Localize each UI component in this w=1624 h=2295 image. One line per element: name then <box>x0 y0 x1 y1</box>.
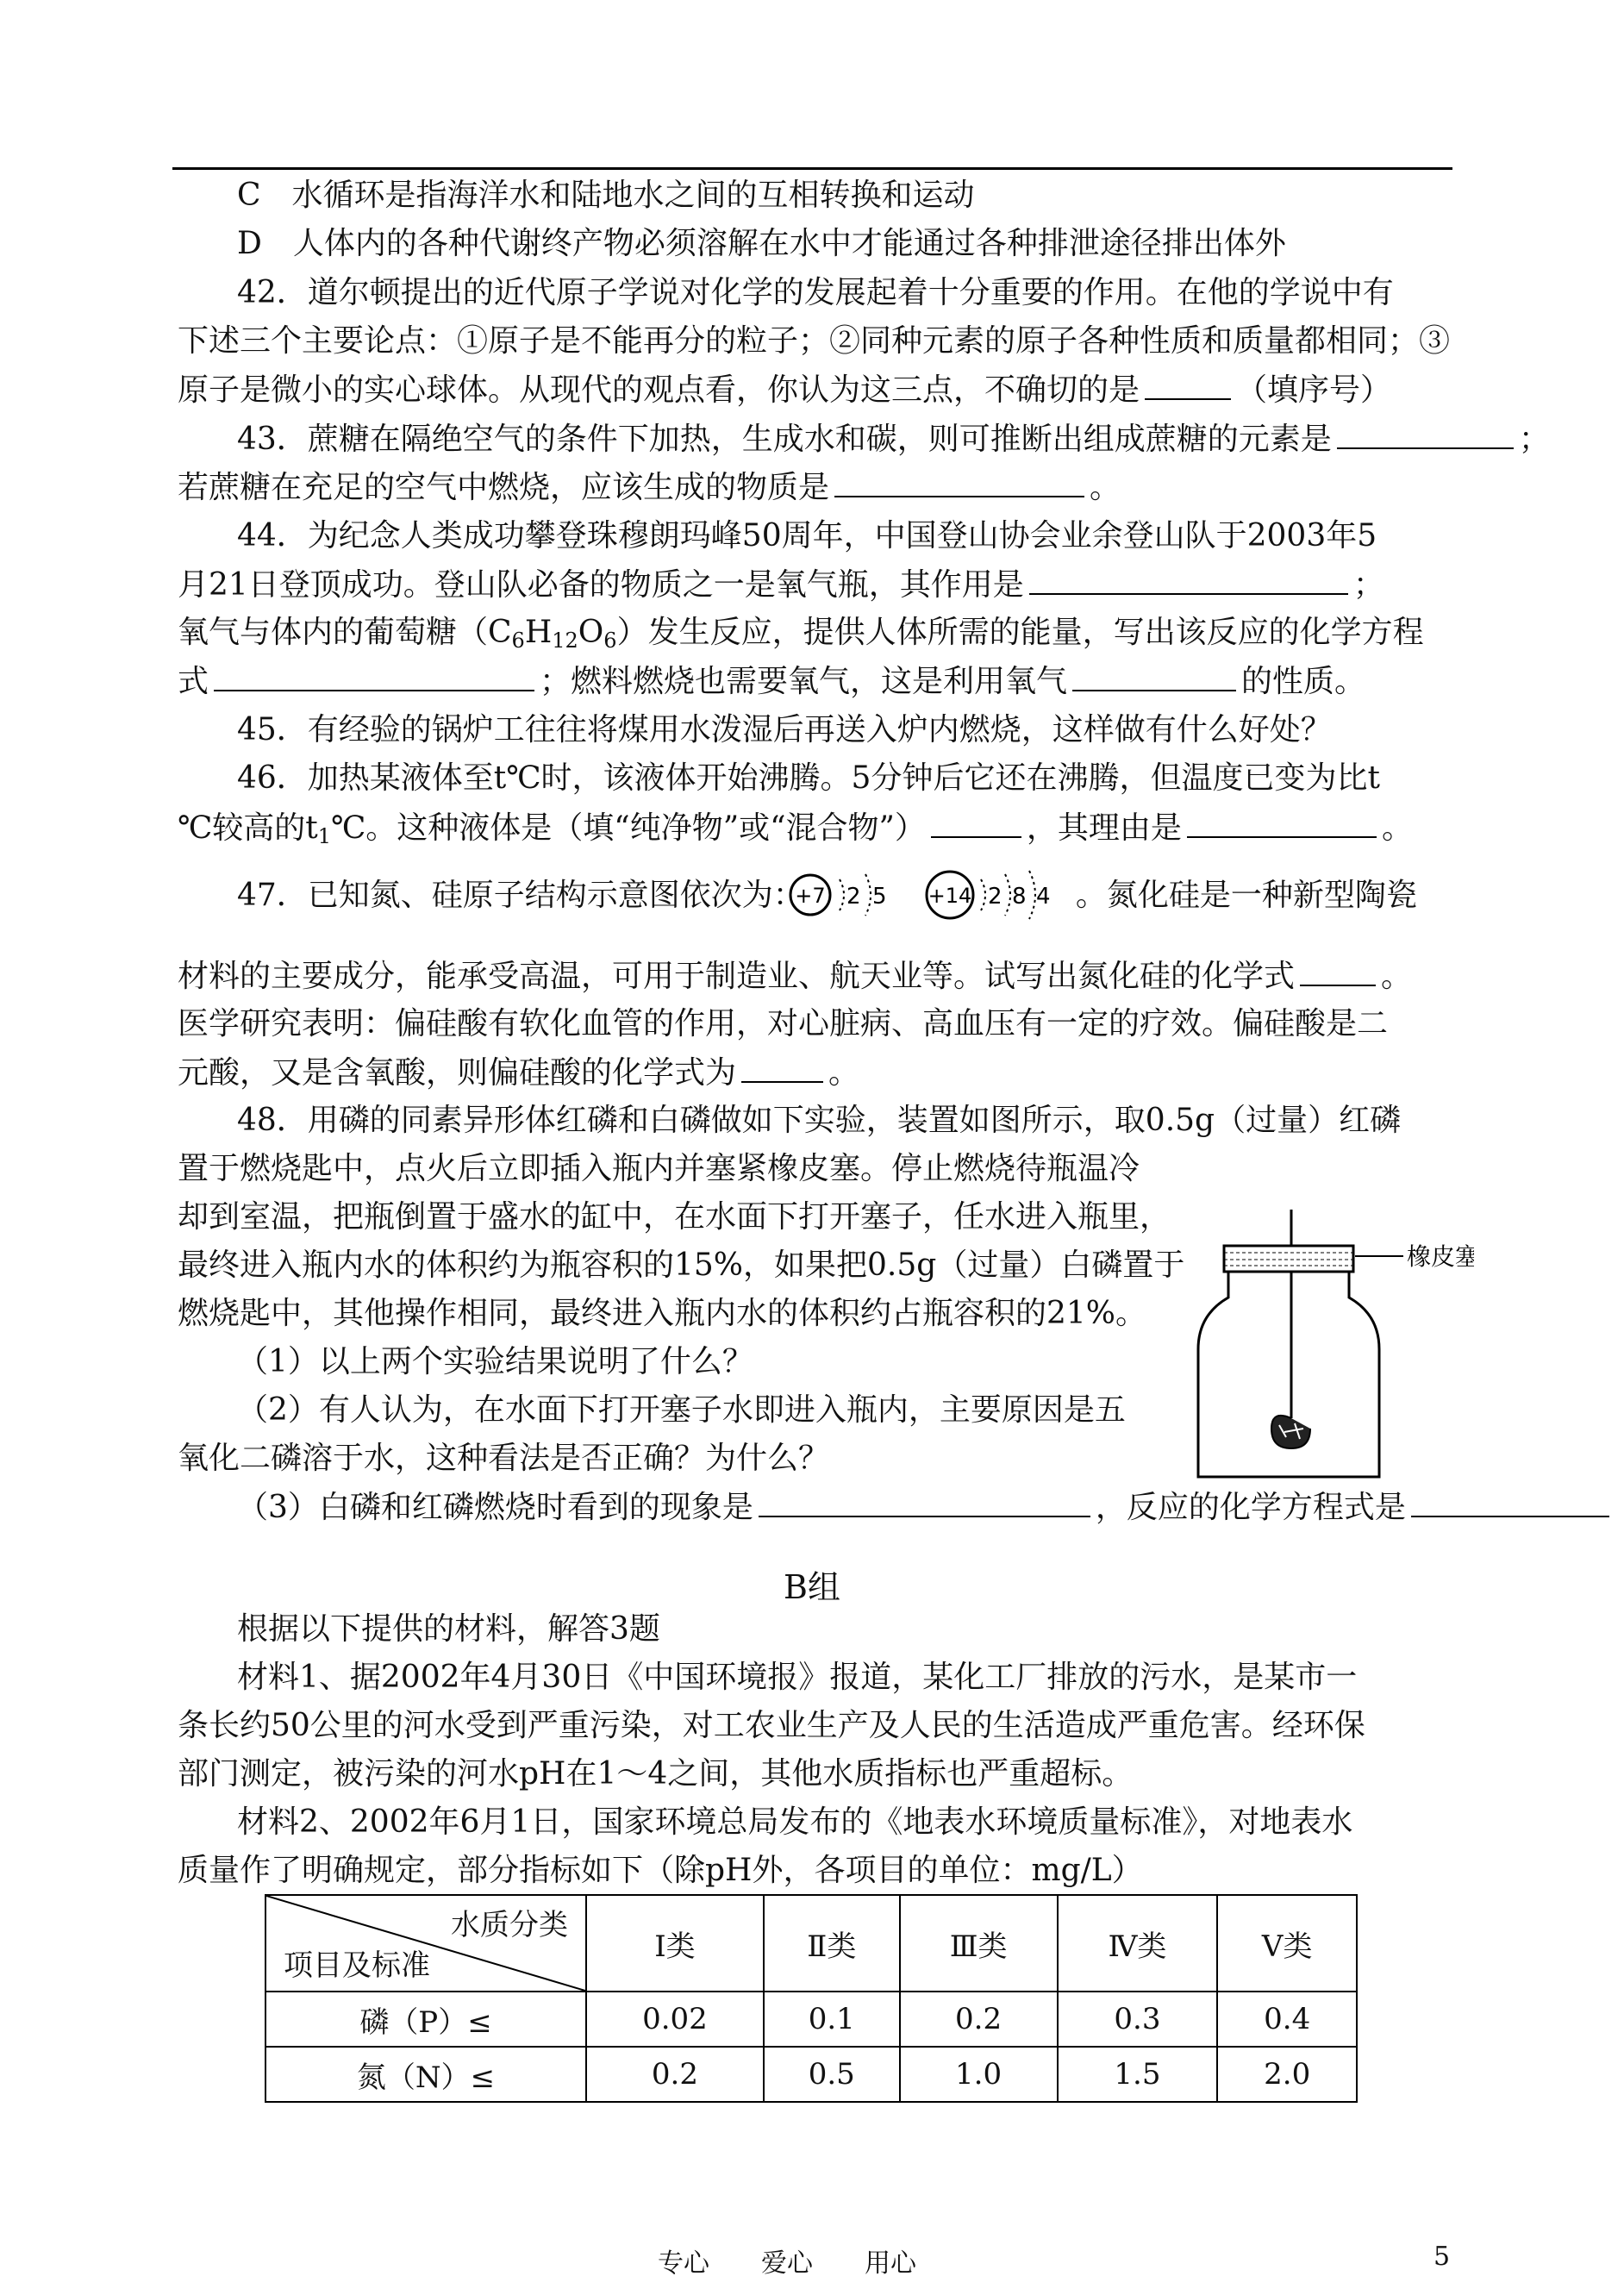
row-label: 磷（P）≤ <box>265 1992 586 2047</box>
table-cell: 0.1 <box>764 1992 900 2047</box>
class-header: Ⅱ类 <box>764 1895 900 1992</box>
material1-line3: 部门测定，被污染的河水pH在1～4之间，其他水质指标也严重超标。 <box>178 1756 1134 1792</box>
table-row <box>265 2047 1357 2102</box>
table-corner-cell <box>265 1895 586 1992</box>
q42-line1: 42．道尔顿提出的近代原子学说对化学的发展起着十分重要的作用。在他的学说中有 <box>237 275 1394 310</box>
table-cell: 1.0 <box>900 2047 1058 2102</box>
option-c: C 水循环是指海洋水和陆地水之间的互相转换和运动 <box>237 178 975 213</box>
material2-line2: 质量作了明确规定，部分指标如下（除pH外，各项目的单位：mg/L） <box>178 1853 1143 1888</box>
class-header: Ⅴ类 <box>1217 1895 1357 1992</box>
q47-line4: 元酸，又是含氧酸，则偏硅酸的化学式为 。 <box>178 1052 859 1094</box>
nitrogen-shell-1-count: 2 <box>846 884 861 910</box>
rubber-stopper <box>1224 1246 1353 1272</box>
material1-line2: 条长约50公里的河水受到严重污染，对工农业生产及人民的生活造成严重危害。经环保 <box>178 1708 1365 1743</box>
nitrogen-atom-diagram <box>786 862 915 922</box>
q46-line1: 46．加热某液体至t℃时，该液体开始沸腾。5分钟后它还在沸腾，但温度已变为比t <box>237 760 1380 796</box>
apparatus-figure <box>1190 1203 1474 1487</box>
q44-line1: 44．为纪念人类成功攀登珠穆朗玛峰50周年，中国登山协会业余登山队于2003年5 <box>237 518 1377 553</box>
q43-line1: 43．蔗糖在隔绝空气的条件下加热，生成水和碳，则可推断出组成蔗糖的元素是 ； <box>237 418 1550 460</box>
q47-line3: 医学研究表明：偏硅酸有软化血管的作用，对心脏病、高血压有一定的疗效。偏硅酸是二 <box>178 1006 1389 1041</box>
silicon-atom-diagram <box>921 862 1093 922</box>
stopper-label: 橡皮塞 <box>1407 1242 1474 1271</box>
q45: 45．有经验的锅炉工往往将煤用水泼湿后再送入炉内燃烧，这样做有什么好处？ <box>237 712 1332 747</box>
nitrogen-shell-2-count: 5 <box>872 884 887 910</box>
water-quality-table <box>265 1894 1358 2103</box>
q48-equation-blank[interactable] <box>1411 1486 1609 1517</box>
q47-line2: 材料的主要成分，能承受高温，可用于制造业、航天业等。试写出氮化硅的化学式 。 <box>178 955 1412 997</box>
q44-purpose-blank[interactable] <box>1029 564 1348 595</box>
q43-elements-blank[interactable] <box>1337 418 1514 449</box>
q44-equation-blank[interactable] <box>214 660 534 691</box>
q46-type-blank[interactable] <box>931 807 1021 838</box>
corner-top-label: 水质分类 <box>451 1908 568 1942</box>
q48-sub2-line1: （2）有人认为，在水面下打开塞子水即进入瓶内，主要原因是五 <box>237 1392 1126 1428</box>
silicon-atom-svg <box>921 862 1093 922</box>
q48-line4: 最终进入瓶内水的体积约为瓶容积的15%，如果把0.5g（过量）白磷置于 <box>178 1248 1185 1283</box>
q44-property-blank[interactable] <box>1072 660 1236 691</box>
q43-line2: 若蔗糖在充足的空气中燃烧，应该生成的物质是 。 <box>178 466 1121 509</box>
table-cell: 1.5 <box>1058 2047 1218 2102</box>
table-cell: 2.0 <box>1217 2047 1357 2102</box>
material2-line1: 材料2、2002年6月1日，国家环境总局发布的《地表水环境质量标准》，对地表水 <box>237 1804 1353 1840</box>
table-cell: 0.02 <box>586 1992 764 2047</box>
table-header-row <box>265 1895 1357 1992</box>
material-intro: 根据以下提供的材料，解答3题 <box>237 1611 660 1647</box>
q48-sub3: （3）白磷和红磷燃烧时看到的现象是 ，反应的化学方程式是 <box>237 1486 1609 1529</box>
q48-sub1: （1）以上两个实验结果说明了什么？ <box>237 1344 753 1379</box>
material1-line1: 材料1、据2002年4月30日《中国环境报》报道，某化工厂排放的污水，是某市一 <box>237 1660 1358 1695</box>
q42-line3: 原子是微小的实心球体。从现代的观点看，你认为这三点，不确切的是 （填序号） <box>178 369 1391 411</box>
burning-flame <box>1271 1416 1310 1448</box>
nitrogen-shell-2 <box>865 874 871 916</box>
q46-line2: ℃较高的$t_1℃$。这种液体是（填“纯净物”或“混合物”） ，其理由是 。 <box>178 807 1413 857</box>
corner-bottom-label: 项目及标准 <box>284 1948 430 1983</box>
page-number: 5 <box>1433 2242 1451 2272</box>
q47-line1: 47．已知氮、硅原子结构示意图依次为： 。氮化硅是一种新型陶瓷 <box>237 878 1417 913</box>
q44-line4: 式 ；燃料燃烧也需要氧气，这是利用氧气 的性质。 <box>178 660 1365 703</box>
q44-line2: 月21日登顶成功。登山队必备的物质之一是氧气瓶，其作用是 ； <box>178 564 1384 606</box>
q48-line5: 燃烧匙中，其他操作相同，最终进入瓶内水的体积约占瓶容积的21%。 <box>178 1296 1147 1331</box>
silicon-shell-3 <box>1029 871 1035 919</box>
silicon-shell-2-count: 8 <box>1012 884 1027 910</box>
table-cell: 0.5 <box>764 2047 900 2102</box>
nitrogen-atom-svg <box>786 862 915 922</box>
table-row <box>265 1992 1357 2047</box>
q48-phenomenon-blank[interactable] <box>759 1486 1090 1517</box>
class-header: Ⅳ类 <box>1058 1895 1218 1992</box>
row-label: 氮（N）≤ <box>265 2047 586 2102</box>
footer-motto: 专心 爱心 用心 <box>658 2248 916 2279</box>
q48-line1: 48．用磷的同素异形体红磷和白磷做如下实验，装置如图所示，取0.5g（过量）红磷 <box>237 1103 1402 1138</box>
silicon-nucleus-charge: +14 <box>928 884 972 908</box>
silicon-shell-3-count: 4 <box>1036 884 1051 910</box>
group-b-heading: B组 <box>784 1568 840 1606</box>
silicon-shell-2 <box>1005 874 1010 916</box>
class-header: Ⅲ类 <box>900 1895 1058 1992</box>
q42-line2: 下述三个主要论点：①原子是不能再分的粒子；②同种元素的原子各种性质和质量都相同；③ <box>178 323 1451 359</box>
nitrogen-nucleus-charge: +7 <box>795 884 826 908</box>
class-header: Ⅰ类 <box>586 1895 764 1992</box>
q43-products-blank[interactable] <box>834 466 1084 497</box>
table-cell: 0.2 <box>900 1992 1058 2047</box>
nitrogen-shell-1 <box>840 879 844 910</box>
option-d: D 人体内的各种代谢终产物必须溶解在水中才能通过各种排泄途径排出体外 <box>237 226 1286 261</box>
table-cell: 0.4 <box>1217 1992 1357 2047</box>
q48-line2: 置于燃烧匙中，点火后立即插入瓶内并塞紧橡皮塞。停止燃烧待瓶温冷 <box>178 1151 1140 1186</box>
q44-line3: 氧气与体内的葡萄糖$(C_6H_{12}O_6)$发生反应，提供人体所需的能量，写出该反应的化学方程 <box>178 615 1424 653</box>
q46-reason-blank[interactable] <box>1187 807 1377 838</box>
q48-sub2-line2: 氧化二磷溶于水，这种看法是否正确？为什么？ <box>178 1441 830 1476</box>
header-rule <box>172 167 1452 170</box>
q42-answer-blank[interactable] <box>1145 369 1231 400</box>
silicon-shell-1 <box>981 879 985 910</box>
q47-acid-formula-blank[interactable] <box>741 1052 823 1083</box>
table-cell: 0.3 <box>1058 1992 1218 2047</box>
q47-formula-blank[interactable] <box>1300 955 1376 986</box>
table-cell: 0.2 <box>586 2047 764 2102</box>
q48-line3: 却到室温，把瓶倒置于盛水的缸中，在水面下打开塞子，任水进入瓶里， <box>178 1199 1171 1235</box>
silicon-shell-1-count: 2 <box>988 884 1003 910</box>
bottle-apparatus-svg <box>1190 1203 1474 1487</box>
